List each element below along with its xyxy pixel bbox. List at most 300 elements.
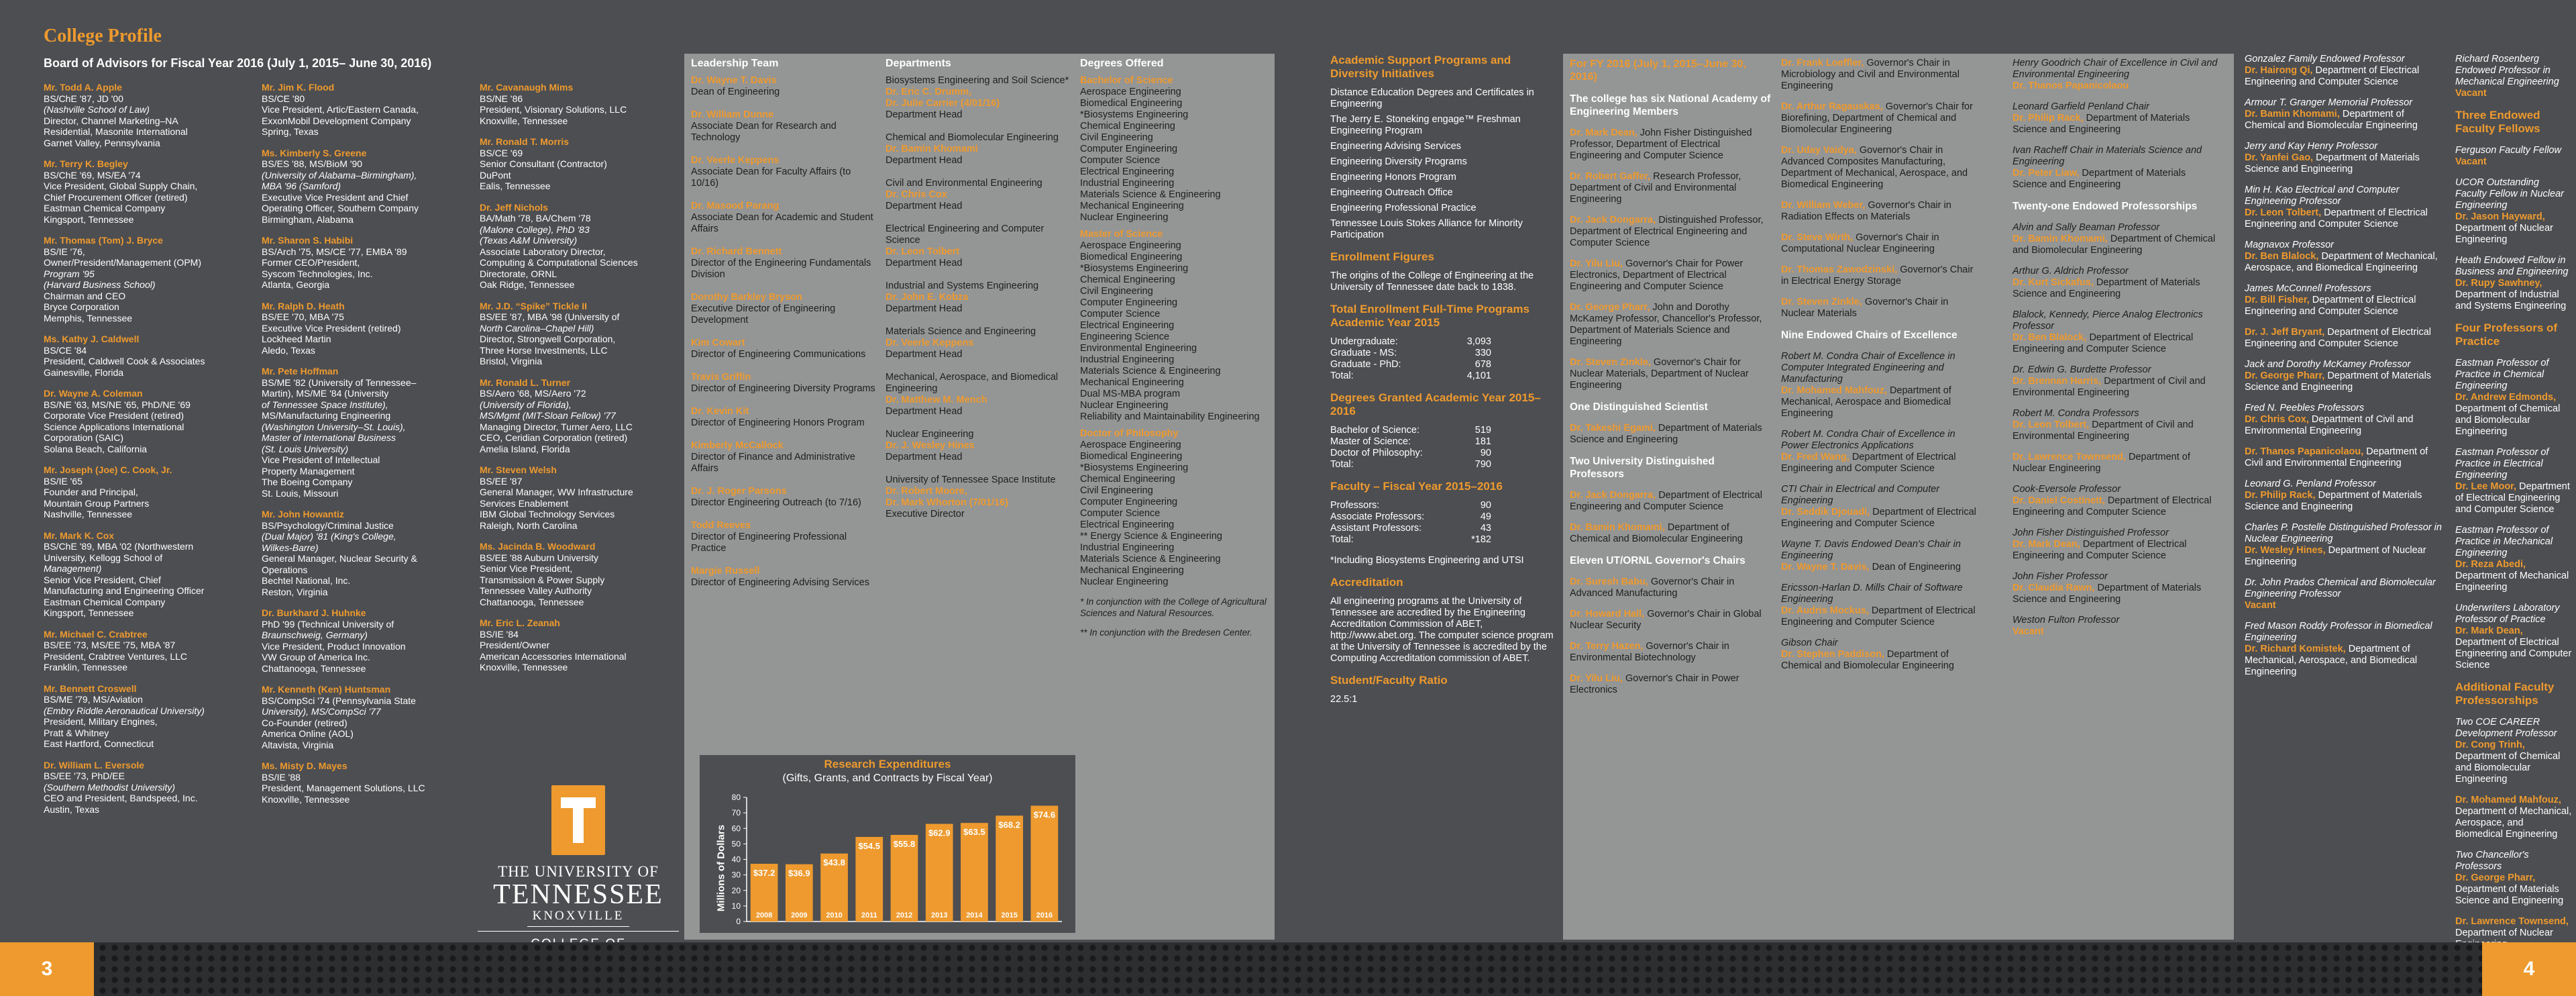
holder-name: Dr. George Pharr, (2245, 370, 2325, 381)
advisor-detail: The Boeing Company (262, 477, 353, 487)
advisor-detail: BS/ME '82 (University of Tennessee– (262, 377, 417, 388)
appointment-title: Fred Mason Roddy Professor in Biomedical Engineering (2245, 621, 2432, 643)
section-subheading: The college has six National Academy of Engineering Members (1570, 93, 1771, 117)
advisor-detail: BS/Arch '75, MS/CE '77, EMBA '89 (262, 246, 407, 257)
endowed-professorship (2012, 571, 2220, 605)
advisor-entry (44, 760, 238, 815)
page-subtitle: Board of Advisors for Fiscal Year 2016 (July 1, 2015– June 30, 2016) (44, 56, 432, 70)
holder-name: Dr. Mark Dean, (2012, 539, 2080, 550)
degree-level-heading: Bachelor of Science (1080, 75, 1173, 86)
holder-name: Dr. Bamin Khomami, (2245, 109, 2340, 119)
member-name: Dr. William Weber, (1781, 200, 1866, 211)
holder-department: Department of Materials Science and Engineering (2245, 370, 2432, 393)
degrees-granted-value: 790 (1474, 459, 1491, 470)
faculty-count-value: 90 (1480, 500, 1491, 511)
degrees-granted-row (1330, 459, 1491, 470)
appointment-title: Fred N. Peebles Professors (2245, 403, 2365, 413)
holder-department: Department of Chemical and Biomolecular Engineering (2455, 751, 2561, 785)
degree-program: Computer Engineering (1080, 497, 1178, 507)
appointment-holder (2012, 539, 2220, 562)
degree-program: Dual MS-MBA program (1080, 389, 1181, 399)
faculty-fellow (2455, 255, 2573, 312)
chart-x-tick-label: 2013 (930, 911, 948, 919)
advisor-detail: BS/ME '79, MS/Aviation (44, 694, 143, 705)
degree-program: Biomedical Engineering (1080, 98, 1183, 109)
department-name: Electrical Engineering and Computer Science (885, 223, 1044, 246)
appointment-title: Leonard Garfield Penland Chair (2012, 101, 2149, 112)
program-item: Engineering Advising Services (1330, 141, 1462, 152)
faculty-count-value: *182 (1471, 534, 1491, 545)
appointment-title: Underwriters Laboratory Professor of Practice (2455, 603, 2560, 625)
advisor-detail: BS/NE '63, MS/NE '65, PhD/NE '69 (44, 399, 191, 410)
professor-of-practice (2455, 358, 2573, 438)
member-name: Dr. Mark Dean, (1570, 128, 1638, 138)
appointment-holder (2245, 109, 2446, 132)
advisor-entry (480, 82, 674, 126)
appointment-holder (2455, 795, 2573, 840)
department-head-name: Dr. Matthew M. Mench (885, 395, 987, 405)
advisor-detail: Founder and Principal, (44, 487, 138, 497)
appointment-holder (1781, 605, 1982, 628)
advisor-detail: Computing & Computational Sciences (480, 257, 638, 268)
degrees-granted-value: 90 (1480, 448, 1491, 458)
advisor-detail: Services Enablement (480, 497, 569, 509)
advisor-name: Mr. Jim K. Flood (262, 82, 335, 93)
department-entry (885, 372, 1073, 417)
advisors-column-3 (480, 82, 674, 683)
appointment-title: Eastman Professor of Practice in Chemical Engineering (2455, 358, 2549, 391)
appointment-holder (2245, 295, 2446, 317)
appointment-title: Alvin and Sally Beaman Professor (2012, 222, 2160, 233)
advisor-name: Mr. Sharon S. Habibi (262, 235, 354, 246)
advisor-entry (44, 629, 238, 673)
endowed-professorship (2455, 54, 2573, 99)
faculty-count (1330, 500, 1558, 546)
advisor-detail: (St. Louis University) (262, 443, 349, 454)
advisor-detail: Bristol, Virginia (480, 356, 543, 366)
appointment-title: Eastman Professor of Practice in Mechanical Engineering (2455, 525, 2553, 558)
degree-program: Materials Science & Engineering (1080, 554, 1221, 564)
advisor-detail: Spring, Texas (262, 126, 319, 137)
holder-department: Department of Electrical Engineering and Computer Science (2245, 207, 2428, 230)
leader-entry (691, 292, 879, 326)
department-head-name: Dr. J. Wesley Hines (885, 440, 975, 451)
advisor-detail: President/Owner (480, 640, 550, 650)
advisor-detail: Associate Laboratory Director, (480, 246, 606, 257)
holder-name: Dr. Mark Dean, (2455, 626, 2523, 636)
degree-program: Engineering Science (1080, 332, 1170, 342)
member-name: Dr. Uday Vaidya, (1781, 145, 1857, 156)
advisor-detail: Property Management (262, 465, 355, 477)
appointment-holder (2245, 414, 2446, 437)
advisor-name: Mr. Ronald T. Morris (480, 136, 570, 147)
appointment-title: Henry Goodrich Chair of Excellence in Civil and Environmental Engineering (2012, 58, 2218, 80)
department-head-role: Department Head (885, 155, 963, 166)
member-name: Dr. Steven Zinkle, (1781, 297, 1862, 307)
advisor-detail: Chattanooga, Tennessee (262, 662, 366, 674)
logo-line-3: KNOXVILLE (527, 909, 630, 927)
advisor-detail: General Manager, WW Infrastructure (480, 487, 633, 497)
appointment-title: Robert M. Condra Chair of Excellence in Computer Integrated Engineering and Manufacturing (1781, 351, 1955, 385)
department-entry (885, 281, 1073, 315)
appointment-title: Armour T. Granger Memorial Professor (2245, 97, 2413, 108)
advisor-entry (262, 82, 456, 138)
holder-name: Dr. Richard Komistek, (2245, 644, 2346, 654)
chart-data-label: $36.9 (788, 868, 810, 879)
degree-program: Aerospace Engineering (1080, 440, 1181, 450)
degree-footnote: ** In conjunction with the Bredesen Center. (1080, 628, 1252, 638)
university-distinguished-professor (1570, 522, 1771, 545)
leader-name: Kim Cowart (691, 338, 745, 348)
appointment-title: Wayne T. Davis Endowed Dean's Chair in Engineering (1781, 539, 1961, 561)
advisor-name: Mr. J.D. “Spike” Tickle II (480, 300, 588, 311)
member-name: Dr. Yilu Liu, (1570, 673, 1623, 684)
leader-name: Kimberly McCallock (691, 440, 784, 451)
university-logo (478, 785, 679, 966)
degree-program: Reliability and Maintainability Engineering (1080, 411, 1260, 422)
chart-y-tick-label: 30 (731, 870, 741, 880)
advisor-name: Mr. Pete Hoffman (262, 366, 339, 377)
appointment-title: Heath Endowed Fellow in Business and Engineering (2455, 255, 2569, 277)
advisor-detail: Solana Beach, California (44, 443, 148, 454)
section-subheading: Eleven UT/ORNL Governor's Chairs (1570, 555, 1746, 566)
logo-line-1: THE UNIVERSITY OF (498, 863, 659, 880)
chart-y-tick-label: 70 (731, 808, 741, 818)
governors-chair (1570, 609, 1771, 632)
appointment-title: Gonzalez Family Endowed Professor (2245, 54, 2405, 64)
appointment-holder (2012, 583, 2220, 605)
degree-program: Electrical Engineering (1080, 320, 1175, 331)
member-name: Dr. Takeshi Egami, (1570, 423, 1656, 434)
chart-x-tick-label: 2010 (826, 911, 843, 919)
student-faculty-ratio: 22.5:1 (1330, 694, 1358, 705)
chart-data-label: $62.9 (928, 828, 951, 838)
program-item: The Jerry E. Stoneking engage™ Freshman Engineering Program (1330, 114, 1521, 136)
appointment-title: Charles P. Postelle Distinguished Professor in Nuclear Engineering (2245, 522, 2442, 544)
advisor-detail: American Accessories International (480, 650, 627, 662)
department-name: Mechanical, Aerospace, and Biomedical Engineering (885, 372, 1059, 394)
advisor-detail: BS/EE '87, MBA '98 (University of (480, 311, 620, 322)
advisor-name: Ms. Jacinda B. Woodward (480, 541, 596, 552)
advisor-detail: VW Group of America Inc. (262, 652, 370, 662)
chart-bar (961, 823, 988, 922)
academic-support-column (1330, 54, 1558, 705)
appointment-title: Leonard G. Penland Professor (2245, 479, 2376, 489)
advisor-name: Mr. Thomas (Tom) J. Bryce (44, 235, 163, 246)
page-number-right: 4 (2482, 942, 2576, 996)
endowed-chair (1781, 484, 1982, 530)
appointment-holder (2245, 327, 2446, 350)
degree-program: Nuclear Engineering (1080, 212, 1169, 223)
logo-line-2: TENNESSEE (493, 879, 663, 910)
advisor-name: Mr. Todd A. Apple (44, 82, 122, 93)
advisor-detail: Director, Strongwell Corporation, (480, 334, 616, 344)
holder-department: Department of Nuclear (2455, 928, 2553, 938)
member-name: Dr. Bamin Khomami, (1570, 522, 1665, 533)
holder-name: Dr. Thanos Papanicolaou, (2245, 446, 2364, 457)
leader-entry (691, 155, 879, 189)
leadership-list (691, 75, 879, 600)
section-heading: Enrollment Figures (1330, 250, 1434, 263)
leader-name: Todd Reeves (691, 520, 751, 531)
appointment-holder (2455, 481, 2573, 515)
holder-department: Department of Chemical and Biomolecular Engineering (2012, 234, 2216, 256)
endowed-professorship (2012, 408, 2220, 442)
advisor-detail: Pratt & Whitney (44, 727, 109, 738)
advisor-detail: BS/IE '76, (44, 246, 85, 257)
holder-department: Department of Electrical Engineering and Computer Science (2012, 332, 2194, 354)
program-item: Engineering Diversity Programs (1330, 156, 1467, 167)
accreditation-text: All engineering programs at the University of Tennessee are accredited by the Engineering Accreditation Commission of ABET, http://www.abet.org. The computer science program at the University of Tennessee is accredited by the Computing Accreditation commission of ABET. (1330, 596, 1554, 664)
advisor-detail: Director, Channel Marketing–NA (44, 115, 178, 126)
holder-department: Department of Electrical Engineering and Computer Science (2245, 295, 2416, 317)
degree-program: Materials Science & Engineering (1080, 366, 1221, 377)
distinguished-scientist (1570, 423, 1771, 446)
advisor-detail: Owner/President/Management (OPM) (44, 257, 201, 268)
advisor-detail: Executive Vice President (retired) (262, 322, 401, 334)
section-subheading: Nine Endowed Chairs of Excellence (1781, 330, 1957, 341)
advisor-entry (44, 82, 238, 148)
advisor-entry (44, 530, 238, 619)
advisor-name: Mr. Ralph D. Heath (262, 300, 345, 311)
faculty-count-row (1330, 500, 1491, 511)
member-desc: Governor's Chair in Nuclear Materials (1781, 297, 1949, 319)
member-desc: Governor's Chair in Electrical Energy Storage (1781, 264, 1974, 287)
chart-x-tick-label: 2008 (755, 911, 773, 919)
department-entry (885, 429, 1073, 463)
department-name: Materials Science and Engineering (885, 326, 1036, 337)
advisor-detail: President, Military Engines, (44, 716, 158, 727)
appointment-holder (2012, 113, 2220, 136)
department-head-role: Department Head (885, 109, 963, 120)
member-desc: Governor's Chair for Biorefining, Department of Chemical and Biomolecular Engineering (1781, 101, 1973, 135)
holder-department: Department of Electrical Engineering and Computer Science (2012, 495, 2212, 517)
faculty-count-label: Assistant Professors: (1330, 523, 1422, 534)
advisor-detail: Manufacturing and Engineering Officer (44, 585, 205, 596)
advisor-detail: Senior Vice President, (480, 563, 573, 574)
leader-entry (691, 566, 879, 589)
advisor-detail: BS/EE '70, MBA '75 (262, 311, 344, 322)
advisor-detail: BS/EE '73, PhD/EE (44, 770, 125, 781)
chart-bar (996, 815, 1023, 922)
advisor-detail: of Tennessee Space Institute), (262, 399, 388, 410)
member-desc: Governor's Chair in Computational Nuclear Engineering (1781, 232, 1939, 254)
department-entry (885, 326, 1073, 360)
advisor-detail: (Malone College), PhD '83 (480, 223, 590, 235)
leader-role: Director of Engineering Diversity Programs (691, 383, 875, 394)
holder-department: Department of Civil and Environmental Engineering (2245, 446, 2428, 468)
section-subheading: Two University Distinguished Professors (1570, 456, 1715, 480)
holder-department: Department of Chemical and Biomolecular Engineering (2245, 109, 2418, 131)
leader-name: Dr. Masood Parang (691, 201, 780, 211)
nae-member (1570, 128, 1771, 162)
governors-chair (1781, 264, 1982, 287)
chart-data-label: $54.5 (858, 840, 881, 851)
member-desc: Department of Materials Science and Engineering (1570, 423, 1762, 445)
advisor-detail: Residential, Masonite International (44, 126, 188, 137)
advisor-detail: Operating Officer, Southern Company (262, 203, 419, 213)
advisor-detail: Vice President of Intellectual (262, 454, 380, 465)
advisor-detail: (University of Florida), (480, 399, 572, 410)
advisor-detail: President, Visionary Solutions, LLC (480, 104, 627, 115)
endowed-professorship (2012, 364, 2220, 399)
additional-professorship (2455, 850, 2573, 907)
appointment-holder (2012, 495, 2220, 518)
advisor-detail: East Hartford, Connecticut (44, 738, 154, 749)
appointment-title: James McConnell Professors (2245, 283, 2371, 294)
nae-member (1570, 302, 1771, 348)
endowed-chair (1781, 583, 1982, 628)
member-desc: Research Professor, Department of Civil and Environmental Engineering (1570, 171, 1741, 205)
member-desc: Governor's Chair in Power Electronics (1570, 673, 1739, 695)
advisor-detail: (Southern Methodist University) (44, 781, 176, 793)
advisor-detail: President, Caldwell Cook & Associates (44, 356, 205, 366)
degree-program: Aerospace Engineering (1080, 240, 1181, 251)
holder-name: Dr. Mohamed Mahfouz, (2455, 795, 2561, 805)
advisor-name: Mr. Mark K. Cox (44, 530, 115, 541)
section-subheading: One Distinguished Scientist (1570, 401, 1708, 413)
leader-name: Dr. Kevin Kit (691, 406, 749, 417)
leader-entry (691, 338, 879, 360)
appointment-holder (1781, 649, 1982, 672)
chart-ylabel: Millions of Dollars (715, 824, 727, 912)
member-name: Dr. Terry Hazen, (1570, 641, 1644, 652)
program-item: Tennessee Louis Stokes Alliance for Minority Participation (1330, 218, 1523, 240)
advisor-detail: Braunschweig, Germany) (262, 630, 368, 640)
faculty-count-label: Professors: (1330, 500, 1380, 511)
appointment-title: Blalock, Kennedy, Pierce Analog Electronics Professor (2012, 309, 2203, 332)
advisor-entry (44, 158, 238, 225)
advisor-name: Mr. Cavanaugh Mims (480, 82, 574, 93)
page-number-left: 3 (0, 942, 94, 996)
faculty-column-3 (2012, 58, 2220, 647)
appointment-holder (2245, 152, 2446, 175)
professor-of-practice (2455, 447, 2573, 515)
chart-y-tick-label: 80 (731, 793, 741, 802)
degree-program: Civil Engineering (1080, 132, 1153, 143)
degree-program: Computer Engineering (1080, 297, 1178, 308)
section-heading: Accreditation (1330, 576, 1403, 589)
degree-program: *Biosystems Engineering (1080, 263, 1189, 274)
governors-chair (1781, 200, 1982, 223)
section-heading: Student/Faculty Ratio (1330, 674, 1448, 687)
leader-name: Dr. Veerle Keppens (691, 155, 780, 166)
department-name: Biosystems Engineering and Soil Science* (885, 75, 1069, 86)
holder-name: Dr. Claudia Rawn, (2012, 583, 2095, 593)
degrees-granted-label: Master of Science: (1330, 436, 1411, 447)
degree-program: Computer Science (1080, 508, 1161, 519)
degree-program: Biomedical Engineering (1080, 451, 1183, 462)
holder-department: Dean of Engineering (1872, 562, 1961, 572)
holder-department: Department of Civil and Environmental Engineering (2012, 419, 2194, 442)
appointment-title: Two COE CAREER Development Professor (2455, 717, 2557, 739)
advisor-detail: Atlanta, Georgia (262, 279, 330, 290)
holder-name: Dr. Peter Liaw, (2012, 168, 2080, 179)
member-desc: Governor's Chair in Advanced Composites Manufacturing, Department of Mechanical, Aerospace, and Biomedical Engineering (1781, 145, 1968, 190)
nae-member (1570, 171, 1771, 205)
appointment-title: Weston Fulton Professor (2012, 615, 2120, 626)
program-item: Distance Education Degrees and Certificates in Engineering (1330, 87, 1534, 109)
degree-program: Environmental Engineering (1080, 343, 1197, 354)
degree-program: Computer Science (1080, 155, 1161, 166)
advisor-detail: BS/EE '87 (480, 475, 523, 487)
advisor-detail: Oak Ridge, Tennessee (480, 279, 575, 290)
holder-name: Dr. Wayne T. Davis, (1781, 562, 1870, 572)
member-desc: Governor's Chair in Global Nuclear Security (1570, 609, 1762, 631)
holder-department: Department of Mechanical, Aerospace, and Biomedical Engineering (2245, 251, 2438, 273)
appointment-holder (1781, 562, 1982, 573)
advisor-detail: Wilkes-Barre) (262, 542, 319, 553)
holder-department: Department of Civil and Environmental Engineering (2012, 376, 2206, 398)
advisors-column-1 (44, 82, 238, 825)
member-name: Dr. Jack Dongarra, (1570, 215, 1656, 226)
advisors-column-2 (262, 82, 456, 815)
leader-entry (691, 201, 879, 235)
chart-data-label: $63.5 (963, 827, 985, 838)
leader-entry (691, 372, 879, 395)
advisor-entry (262, 684, 456, 750)
department-head-name: Dr. John E. Kobza (885, 292, 969, 303)
advisor-detail: BS/ChE '89, MBA '02 (Northwestern (44, 541, 194, 552)
advisor-entry (262, 366, 456, 499)
advisor-detail: Management) (44, 563, 102, 574)
degree-program: Industrial Engineering (1080, 542, 1175, 553)
endowed-chair (1781, 638, 1982, 672)
advisor-detail: Tennessee Valley Authority (480, 585, 592, 596)
enrollment-label: Total: (1330, 370, 1354, 381)
holder-name: Dr. Thanos Papanicolaou (2012, 81, 2129, 91)
chart-title: Research Expenditures (824, 758, 951, 770)
advisor-detail: MS/Mgmt (MIT-Sloan Fellow) '77 (480, 410, 616, 421)
degrees-granted-row (1330, 425, 1491, 436)
endowed-professorship (2245, 327, 2446, 350)
enrollment (1330, 336, 1558, 382)
holder-name: Vacant (2012, 626, 2044, 637)
member-desc: John and Dorothy McKamey Professor, Chancellor's Professor, Department of Materials Science and Engineering (1570, 302, 1762, 347)
holder-name: Dr. Leon Tolbert, (2012, 419, 2090, 430)
endowed-professorship (2245, 577, 2446, 611)
appointment-holder (2455, 626, 2573, 671)
advisor-detail: Chief Procurement Officer (retired) (44, 191, 188, 203)
member-name: Dr. Steven Zinkle, (1570, 357, 1651, 368)
endowed-professorship (2245, 479, 2446, 513)
chart-x-tick-label: 2012 (896, 911, 913, 919)
degrees-granted-row (1330, 448, 1491, 459)
advisor-name: Mr. Terry K. Begley (44, 158, 128, 169)
program-item: Engineering Outreach Office (1330, 187, 1453, 198)
holder-name: Dr. George Pharr, (2455, 873, 2536, 883)
degrees-granted-label: Total: (1330, 459, 1354, 470)
advisor-detail: BS/Aero '68, MS/Aero '72 (480, 388, 586, 399)
department-head-name: Dr. Chris Cox (885, 189, 947, 200)
appointment-holder (2245, 251, 2446, 274)
degree-program: Nuclear Engineering (1080, 400, 1169, 411)
degree-program: Industrial Engineering (1080, 178, 1175, 189)
appointment-holder (2012, 332, 2220, 355)
department-head-name: Dr. Mark Whorton (7/01/16) (885, 497, 1008, 508)
holder-name: Dr. Andrew Edmonds, (2455, 392, 2557, 403)
governors-chair (1781, 232, 1982, 255)
appointment-holder (2245, 65, 2446, 88)
advisor-detail: Amelia Island, Florida (480, 443, 570, 454)
advisor-detail: (Harvard Business School) (44, 279, 156, 290)
holder-department: Department of Materials Science and Engineering (2012, 277, 2200, 299)
leader-role: Director of Engineering Honors Program (691, 417, 865, 428)
advisor-detail: Martin), MS/ME '84 (University (262, 388, 389, 399)
appointment-title: Gibson Chair (1781, 638, 1838, 648)
enrollment-row (1330, 336, 1491, 348)
faculty-count-label: Associate Professors: (1330, 511, 1425, 522)
